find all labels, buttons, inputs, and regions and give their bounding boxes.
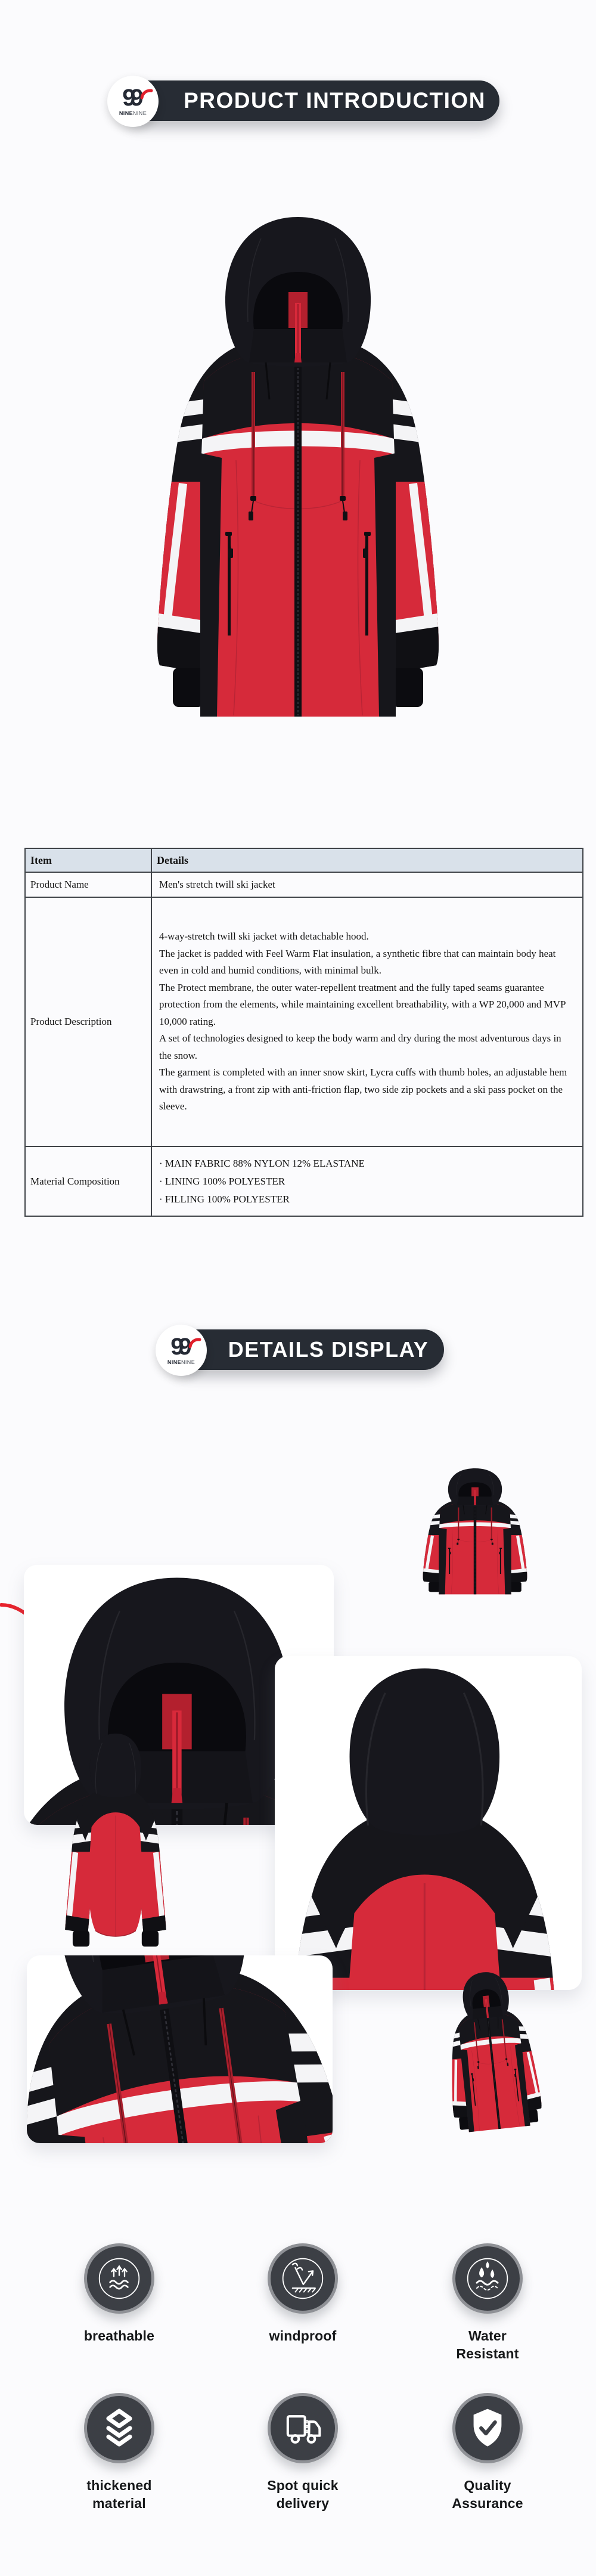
feature-quality-assurance (428, 2393, 547, 2512)
description-value (151, 897, 583, 1146)
feature-spot-quick-delivery (243, 2393, 362, 2512)
water-resistant-icon (452, 2243, 523, 2314)
breathable-icon (84, 2243, 154, 2314)
materials-value (151, 1146, 583, 1216)
brand-logo-99: 99 (170, 1336, 192, 1357)
description-paragraph: A set of technologies designed to keep the body warm and dry during the most adventurous days in the snow. (159, 1033, 561, 1061)
details-title: DETAILS DISPLAY (228, 1337, 429, 1362)
feature-water-resistant (428, 2243, 547, 2363)
detail-card-side-closeup (27, 1955, 333, 2143)
detail-image-side-full (432, 1963, 551, 2145)
feature-label: breathable (83, 2328, 155, 2343)
intro-title-pill (122, 80, 499, 121)
feature-label: thickened material (86, 2478, 152, 2511)
intro-title: PRODUCT INTRODUCTION (184, 88, 486, 113)
description-paragraph: The jacket is padded with Feel Warm Flat insulation, a synthetic fibre that can maintain body heat even in cold and humid conditions, with minimal bulk. (159, 947, 556, 977)
materials-label: Material Composition (25, 1146, 151, 1216)
table-row-description (25, 897, 583, 1146)
brand-logo-badge (107, 76, 159, 127)
col-header-item: Item (25, 848, 151, 872)
feature-label: Quality Assurance (452, 2478, 523, 2511)
spec-table (24, 848, 583, 1217)
logo-red-swoosh-icon (187, 1335, 204, 1349)
material-item: · FILLING 100% POLYESTER (159, 1193, 290, 1205)
detail-image-chest-zips (27, 1955, 333, 2143)
brand-logo-name: NINENINE (167, 1359, 195, 1365)
windproof-icon (268, 2243, 338, 2314)
details-title-pill (170, 1329, 444, 1370)
col-header-details: Details (151, 848, 583, 872)
brand-logo-badge (156, 1325, 207, 1376)
spec-table-header-row (25, 848, 583, 872)
description-label: Product Description (25, 897, 151, 1146)
detail-image-back-full (52, 1729, 179, 1949)
shield-check-icon (452, 2393, 523, 2463)
product-name-label: Product Name (25, 872, 151, 897)
truck-icon (268, 2393, 338, 2463)
feature-windproof (243, 2243, 362, 2345)
product-photo-front (137, 203, 459, 751)
detail-image-front-full (415, 1465, 535, 1603)
logo-red-swoosh-icon (138, 86, 156, 100)
brand-logo-99: 99 (122, 87, 144, 109)
detail-image-back-hood (275, 1656, 582, 1990)
feature-label: windproof (269, 2328, 337, 2343)
layers-icon (84, 2393, 154, 2463)
description-paragraph: 4-way-stretch twill ski jacket with detachable hood. (159, 931, 369, 943)
feature-label: Spot quick delivery (267, 2478, 339, 2511)
feature-thickened-material (60, 2393, 179, 2512)
description-paragraph: The Protect membrane, the outer water-repellent treatment and the fully taped seams guarantee protection from the elements, while maintaining excellent breathability, with a WP 20,000 and MVP 10,000 rating. (159, 981, 566, 1027)
detail-card-back-closeup (275, 1656, 582, 1990)
description-paragraph: The garment is completed with an inner snow skirt, Lycra cuffs with thumb holes, an adjustable hem with drawstring, a front zip with anti-friction flap, two side zip pockets and a ski pass pocket on the sleeve. (159, 1067, 567, 1112)
material-item: · MAIN FABRIC 88% NYLON 12% ELASTANE (159, 1157, 365, 1169)
material-item: · LINING 100% POLYESTER (159, 1175, 285, 1187)
product-name-value: Men's stretch twill ski jacket (151, 872, 583, 897)
table-row-product-name (25, 872, 583, 897)
brand-logo-name: NINENINE (119, 110, 147, 116)
table-row-materials (25, 1146, 583, 1216)
feature-breathable (60, 2243, 179, 2345)
feature-label: Water Resistant (456, 2328, 519, 2361)
